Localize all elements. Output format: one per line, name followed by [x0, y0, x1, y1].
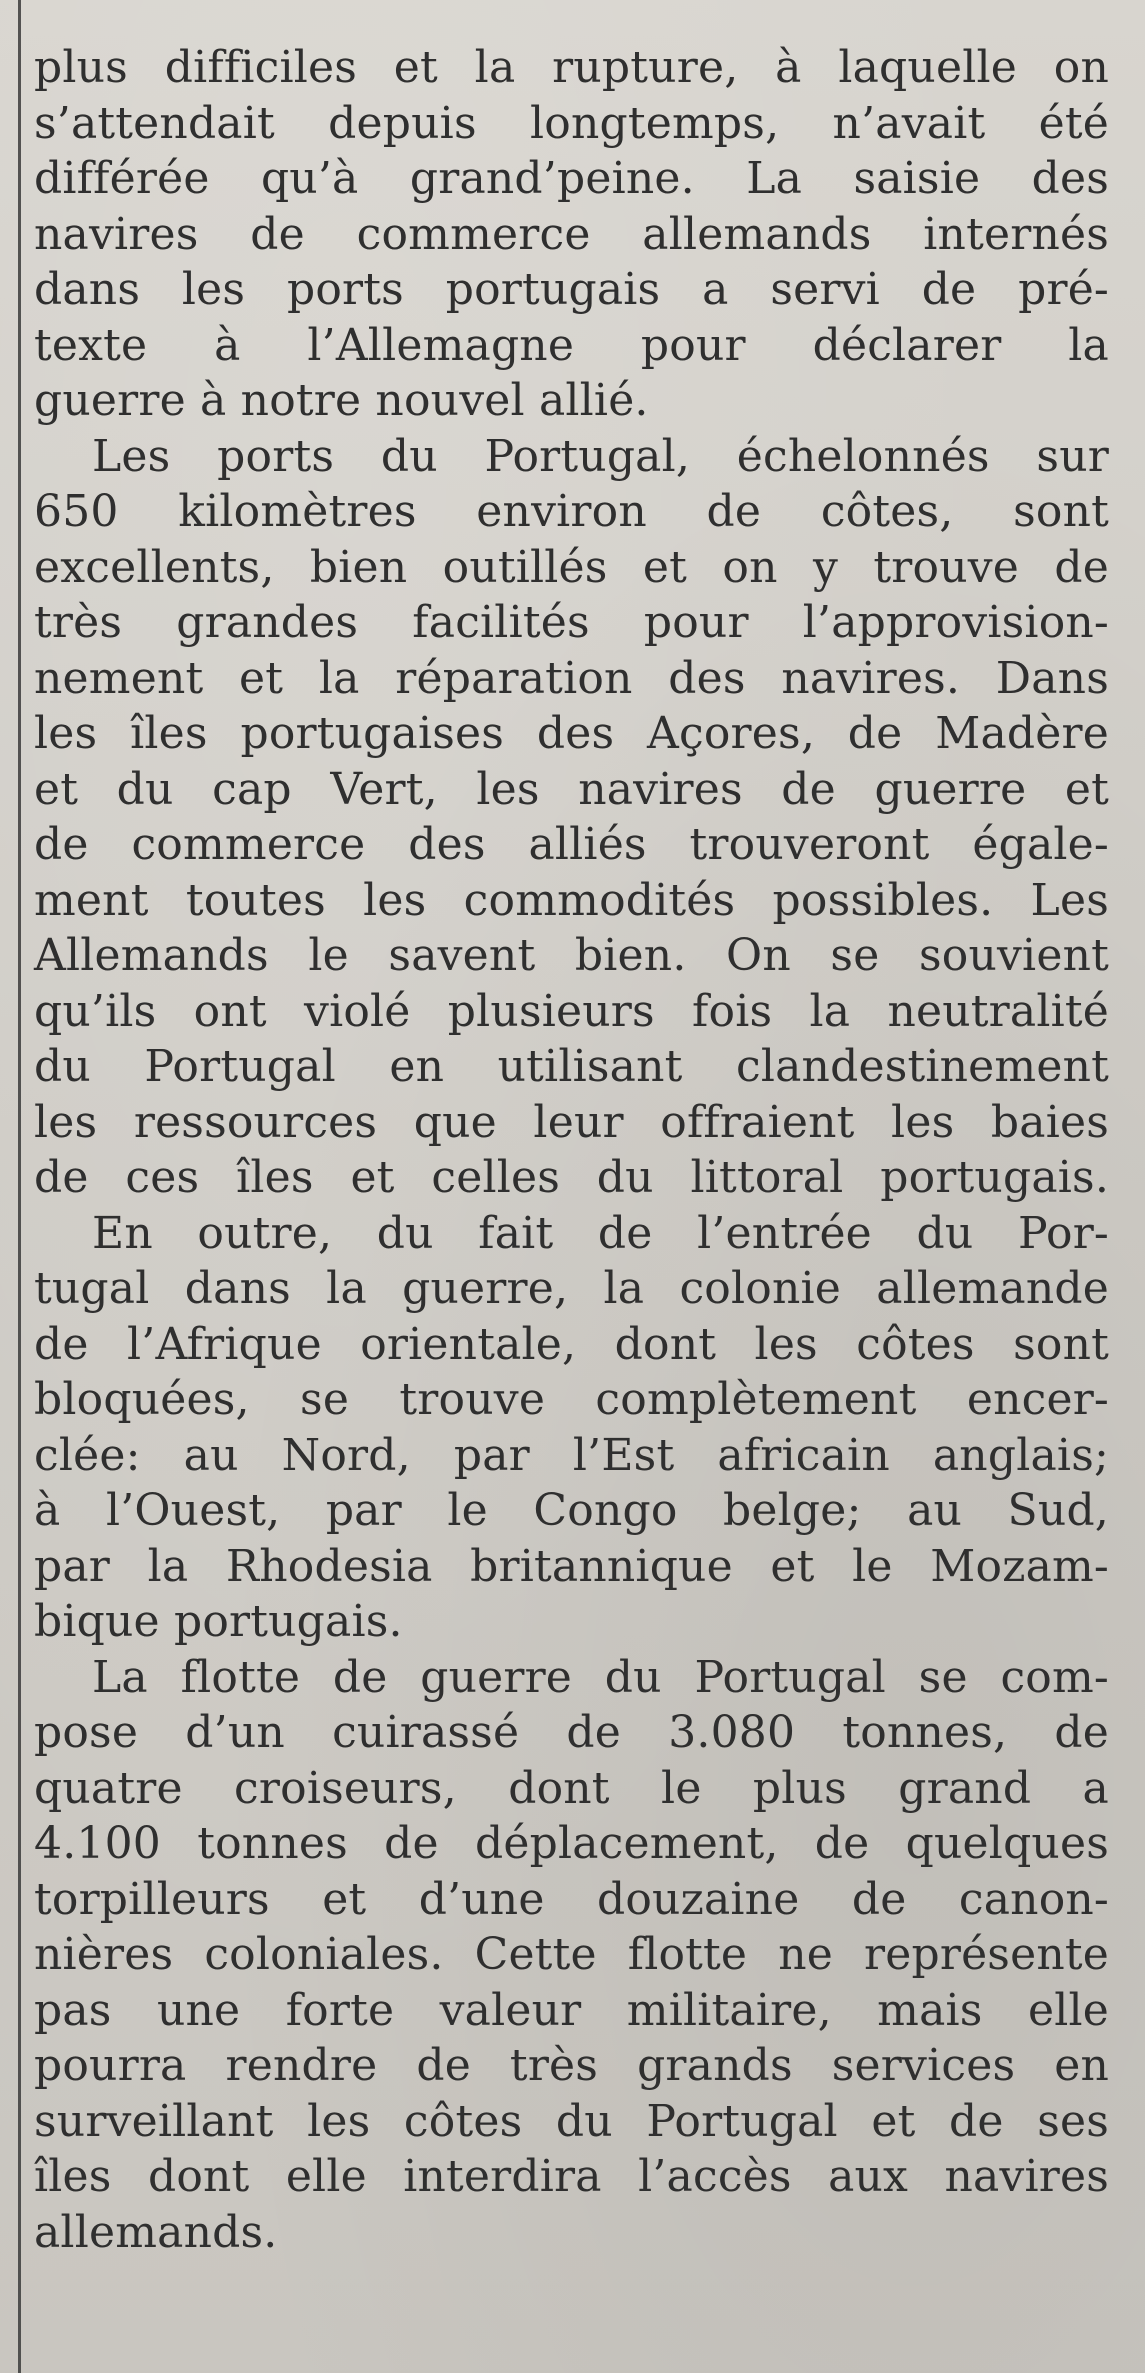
- text-line: s’attendait depuis longtemps, n’avait été: [34, 97, 1109, 149]
- text-line: clée: au Nord, par l’Est africain anglais;: [34, 1429, 1109, 1481]
- text-line: allemands.: [34, 2206, 278, 2258]
- text-line: navires de commerce allemands internés: [34, 208, 1109, 260]
- text-line: différée qu’à grand’peine. La saisie des: [34, 153, 1109, 204]
- text-line: de ces îles et celles du littoral portugais.: [34, 1152, 1109, 1203]
- paragraph: [34, 40, 1109, 429]
- text-line: texte à l’Allemagne pour déclarer la: [34, 319, 1109, 371]
- text-line: excellents, bien outillés et on y trouve de: [34, 541, 1109, 593]
- text-line: pose d’un cuirassé de 3.080 tonnes, de: [34, 1707, 1109, 1758]
- text-line: très grandes facilités pour l’approvision-: [34, 597, 1109, 648]
- paragraph: [34, 1650, 1109, 2261]
- text-line: et du cap Vert, les navires de guerre et: [34, 763, 1109, 815]
- text-line: 650 kilomètres environ de côtes, sont: [34, 486, 1109, 537]
- text-line: quatre croiseurs, dont le plus grand a: [34, 1762, 1109, 1814]
- text-line: bloquées, se trouve complètement encer-: [34, 1374, 1109, 1425]
- text-line: Les ports du Portugal, échelonnés sur: [92, 430, 1109, 482]
- column-rule: [18, 0, 21, 2373]
- text-line: de l’Afrique orientale, dont les côtes sont: [34, 1318, 1109, 1370]
- text-line: de commerce des alliés trouveront égale-: [34, 819, 1109, 870]
- text-line: ment toutes les commodités possibles. Les: [34, 874, 1109, 926]
- text-line: dans les ports portugais a servi de pré-: [34, 264, 1109, 315]
- text-line: plus difficiles et la rupture, à laquelle on: [34, 42, 1109, 93]
- article-body: [34, 40, 1109, 2260]
- text-line: du Portugal en utilisant clandestinement: [34, 1041, 1109, 1092]
- text-line: 4.100 tonnes de déplacement, de quelques: [34, 1818, 1109, 1869]
- text-line: les îles portugaises des Açores, de Madère: [34, 708, 1109, 759]
- text-line: pourra rendre de très grands services en: [34, 2040, 1109, 2091]
- text-line: guerre à notre nouvel allié.: [34, 375, 649, 426]
- paragraph: [34, 1206, 1109, 1650]
- text-line: surveillant les côtes du Portugal et de ses: [34, 2095, 1109, 2147]
- text-line: qu’ils ont violé plusieurs fois la neutralité: [34, 985, 1109, 1037]
- paragraph: [34, 429, 1109, 1206]
- text-line: nières coloniales. Cette flotte ne représente: [34, 1929, 1109, 1980]
- text-line: par la Rhodesia britannique et le Mozam-: [34, 1540, 1109, 1592]
- text-line: En outre, du fait de l’entrée du Por-: [92, 1207, 1109, 1259]
- text-line: bique portugais.: [34, 1596, 403, 1647]
- text-line: pas une forte valeur militaire, mais elle: [34, 1984, 1109, 2036]
- text-line: Allemands le savent bien. On se souvient: [34, 930, 1109, 981]
- text-line: îles dont elle interdira l’accès aux navires: [34, 2151, 1109, 2202]
- text-line: à l’Ouest, par le Congo belge; au Sud,: [34, 1485, 1109, 1536]
- text-line: nement et la réparation des navires. Dans: [34, 652, 1109, 704]
- text-line: torpilleurs et d’une douzaine de canon-: [34, 1873, 1109, 1925]
- text-line: La flotte de guerre du Portugal se com-: [92, 1651, 1109, 1703]
- text-line: les ressources que leur offraient les baies: [34, 1096, 1109, 1148]
- text-line: tugal dans la guerre, la colonie allemande: [34, 1263, 1109, 1314]
